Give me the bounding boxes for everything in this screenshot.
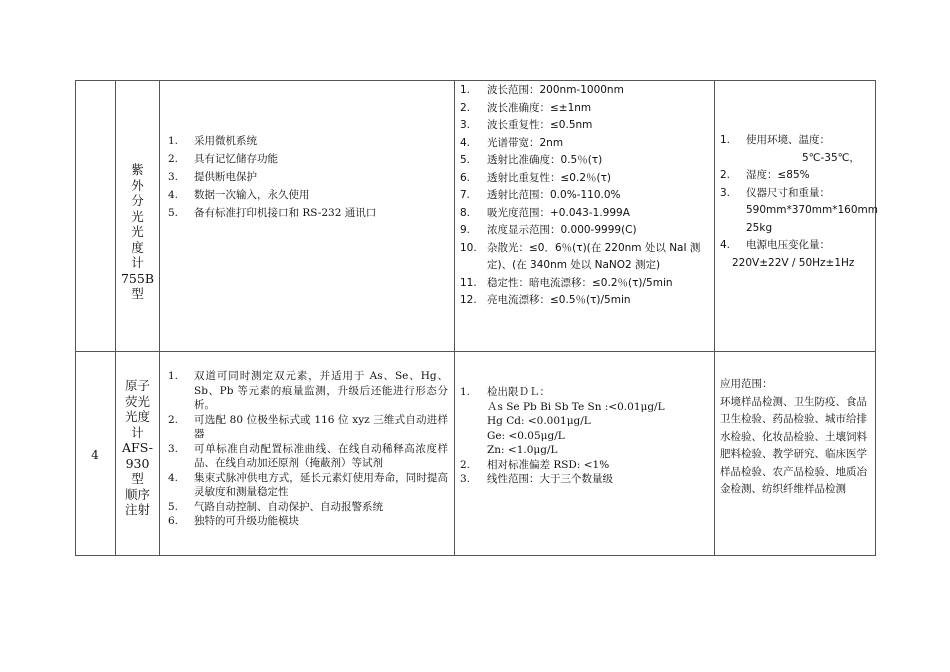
column-divider <box>714 80 715 556</box>
name-line: 紫 <box>131 162 144 177</box>
list-item: 4. 数据一次输入，永久使用 <box>168 189 310 201</box>
name-line: 计 <box>131 424 144 440</box>
list-item: 2. 波长准确度：≤±1nm <box>460 101 592 114</box>
list-item: 1. 采用微机系统 <box>168 135 257 147</box>
list-item-sub: Ａs Se Pb Bi Sb Te Sn :<0.01μg/L <box>487 400 665 413</box>
name-line: 计 <box>131 255 144 270</box>
list-item-continuation: 220V±22V / 50Hz±1Hz <box>732 256 855 269</box>
equipment-table <box>75 80 876 556</box>
list-item: 1. 双道可同时测定双元素，并适用于 As、Se、Hg、Sb、Pb 等元素的痕量监测，升级后还能进行形态分析。 <box>168 370 448 411</box>
name-line: 光 <box>131 208 144 224</box>
list-item: 6. 透射比重复性：≤0.2％(τ) <box>460 171 612 184</box>
name-line: 光度 <box>124 409 150 424</box>
name-line: 930 <box>125 455 150 471</box>
name-line: 荧光 <box>124 393 150 409</box>
name-line: 分 <box>131 193 144 208</box>
list-item: 2. 相对标准偏差 RSD: <1% <box>460 458 610 471</box>
list-item: 3. 线性范围：大于三个数量级 <box>460 473 613 485</box>
list-item: 2. 湿度：≤85% <box>720 169 810 181</box>
name-line: 光 <box>131 224 144 239</box>
list-item: 8. 吸光度范围：+0.043-1.999A <box>460 206 630 219</box>
name-line: 型 <box>131 471 144 486</box>
name-line: 度 <box>131 239 144 255</box>
table-border-bottom <box>75 555 876 556</box>
application-scope <box>720 376 872 499</box>
list-item: 9. 浓度显示范围：0.000-9999(C) <box>460 224 637 236</box>
list-item: 3. 可单标准自动配置标准曲线、在线自动稀释高浓度样品、在线自动加还原剂（掩蔽剂）等试剂 <box>168 442 448 469</box>
list-item: 10. 杂散光：≤0．6％(τ)(在 220nm 处以 NaI 测定)、(在 340nm 处以 NaNO2 测定) <box>460 241 701 271</box>
table-border-top <box>75 80 876 81</box>
list-item: 5. 透射比准确度：0.5％(τ) <box>460 154 603 166</box>
list-item: 5. 气路自动控制、自动保护、自动报警系统 <box>168 500 383 513</box>
specs-list <box>460 385 712 487</box>
list-item-sub: Hg Cd: <0.001μg/L <box>487 415 591 427</box>
list-item: 3. 提供断电保护 <box>168 171 257 183</box>
list-item: 4. 电源电压变化量： <box>720 239 830 251</box>
list-item: 5. 备有标准打印机接口和 RS-232 通讯口 <box>168 207 377 219</box>
name-line: 755B <box>120 270 155 286</box>
table-border-left <box>75 80 76 556</box>
list-item-continuation: 5℃-35℃， <box>802 151 860 164</box>
name-line: 型 <box>131 286 144 301</box>
list-item: 6. 独特的可升级功能模块 <box>168 515 299 527</box>
list-item: 2. 可选配 80 位极坐标式或 116 位 xyz 三维式自动进样器 <box>168 413 448 440</box>
name-line: AFS- <box>122 440 153 455</box>
column-divider <box>454 80 455 556</box>
list-item: 4. 光谱带宽：2nm <box>460 136 564 149</box>
column-divider <box>159 80 160 556</box>
features-list <box>168 369 448 529</box>
list-item-sub: Zn: <1.0μg/L <box>487 444 558 456</box>
list-item: 1. 波长范围：200nm-1000nm <box>460 84 624 96</box>
specs-list <box>460 82 712 310</box>
table-border-right <box>875 80 876 556</box>
name-line: 顺序 <box>124 486 150 502</box>
name-line: 原子 <box>124 378 150 393</box>
list-item: 3. 仪器尺寸和重量：590mm*370mm*160mm 25kg <box>720 186 878 234</box>
list-item: 11. 稳定性：暗电流漂移：≤0.2％(τ)/5min <box>460 276 673 289</box>
list-item: 1. 使用环境、温度： <box>720 134 830 146</box>
application-text: 环境样品检测、卫生防疫、食品卫生检验、药品检验、城市给排水检验、化妆品检验、土壤饲料肥料检验、教学研究、临床医学样品检验、农产品检验、地质冶金检测、纺织纤维样品检测 <box>720 395 867 495</box>
instrument-name <box>116 162 159 302</box>
row-number: 4 <box>91 448 99 462</box>
list-item-sub: Ge: <0.05μg/L <box>487 429 565 442</box>
list-item: 7. 透射比范围：0.0%-110.0% <box>460 189 621 201</box>
list-item: 12. 亮电流漂移：≤0.5％(τ)/5min <box>460 294 631 306</box>
list-item: 4. 集束式脉冲供电方式，延长元素灯使用寿命，同时提高灵敏度和测量稳定性 <box>168 471 448 498</box>
instrument-name <box>116 378 159 518</box>
features-list <box>168 132 448 222</box>
conditions-list <box>720 132 878 272</box>
list-item: 2. 具有记忆储存功能 <box>168 153 278 165</box>
list-item: 1. 检出限ＤＬ： <box>460 386 550 398</box>
name-line: 外 <box>131 177 144 193</box>
name-line: 注射 <box>124 502 150 517</box>
list-item: 3. 波长重复性：≤0.5nm <box>460 119 593 131</box>
row-divider <box>75 351 876 352</box>
application-title: 应用范围： <box>720 378 773 390</box>
